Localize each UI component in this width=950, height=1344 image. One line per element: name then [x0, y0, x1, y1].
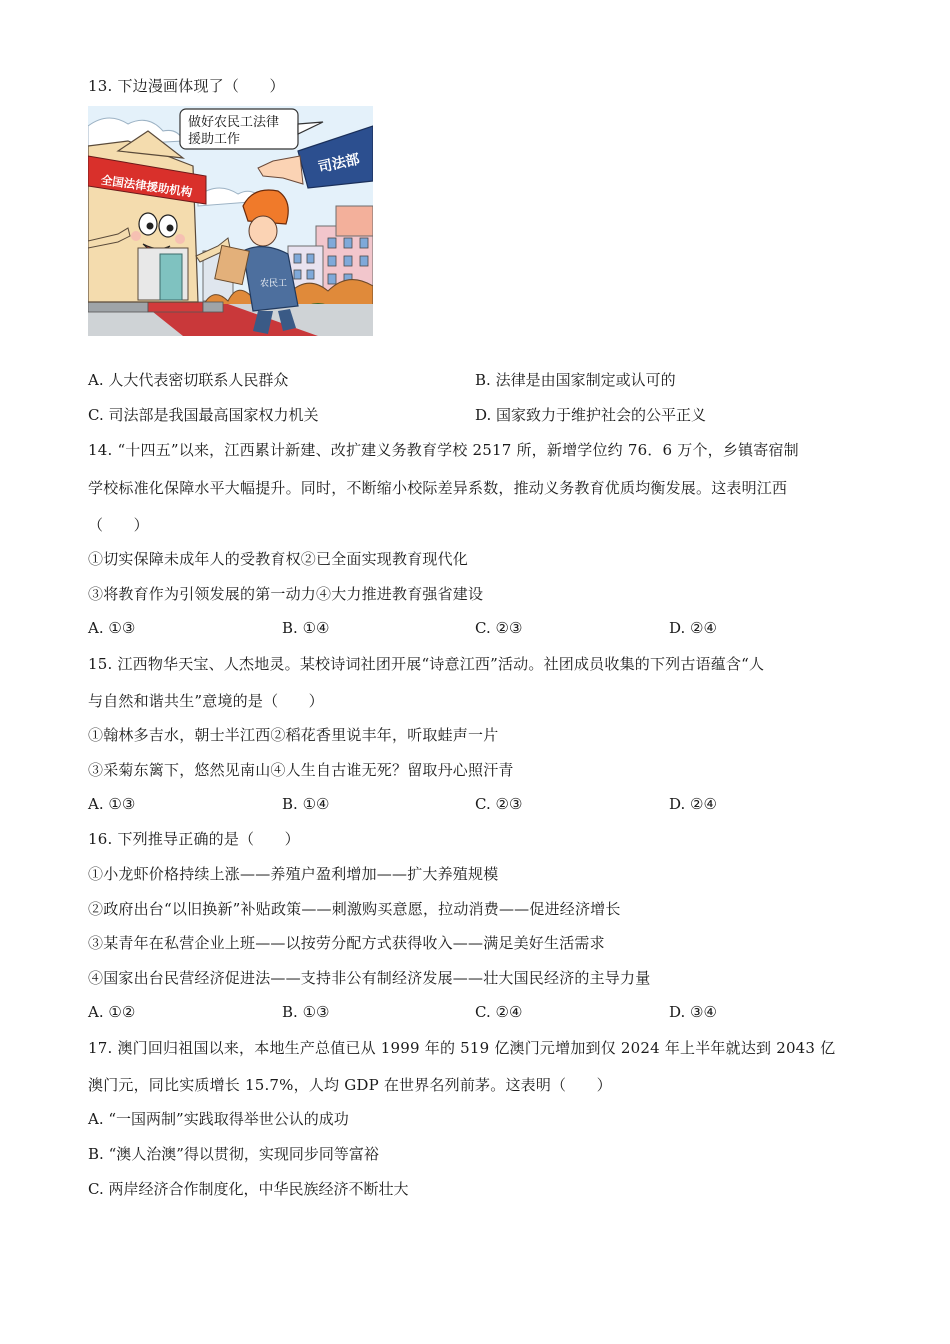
- option-label: C.: [88, 406, 104, 424]
- question-text: 澳门回归祖国以来，本地生产总值已从 1999 年的 519 亿澳门元增加到仅 2024 年上半年就达到 2043 亿: [117, 1039, 836, 1057]
- question-14-stem-line-1: [88, 440, 799, 460]
- q14-option-c[interactable]: [475, 618, 522, 638]
- option-text: ①③: [108, 619, 136, 637]
- question-number: 16.: [88, 830, 113, 848]
- option-label: C.: [475, 795, 491, 813]
- option-text: ②④: [690, 795, 717, 813]
- sleeve-label: 司法部: [316, 151, 362, 176]
- option-label: A.: [88, 1110, 104, 1128]
- question-17-stem-line-1: [88, 1038, 835, 1058]
- option-text: ②③: [495, 795, 523, 813]
- question-15-stem-line-1: [88, 654, 764, 674]
- option-text: 国家致力于维护社会的公平正义: [496, 406, 707, 424]
- option-label: A.: [88, 795, 104, 813]
- question-number: 15.: [88, 655, 113, 673]
- option-label: C.: [475, 619, 491, 637]
- option-text: 两岸经济合作制度化，中华民族经济不断壮大: [108, 1180, 409, 1198]
- option-label: D.: [669, 619, 686, 637]
- question-text: 下边漫画体现了（ ）: [117, 77, 285, 95]
- option-text: ③④: [690, 1003, 717, 1021]
- q14-option-d[interactable]: [669, 618, 717, 638]
- question-number: 14.: [88, 441, 113, 459]
- option-text: “一国两制”实践取得举世公认的成功: [108, 1110, 349, 1128]
- question-text: 江西物华天宝、人杰地灵。某校诗词社团开展“诗意江西”活动。社团成员收集的下列古语蕴含“人: [117, 655, 765, 673]
- option-label: C.: [88, 1180, 104, 1198]
- q17-option-a[interactable]: [88, 1109, 349, 1129]
- option-label: B.: [282, 619, 298, 637]
- q15-option-a[interactable]: [88, 794, 135, 814]
- speech-bubble-line-1: 做好农民工法律: [188, 115, 280, 130]
- option-label: B.: [475, 371, 491, 389]
- q16-option-d[interactable]: [669, 1002, 717, 1022]
- option-label: A.: [88, 371, 104, 389]
- option-text: 司法部是我国最高国家权力机关: [108, 406, 319, 424]
- question-17-stem-line-2: 澳门元，同比实质增长 15.7%，人均 GDP 在世界名列前茅。这表明（ ）: [88, 1076, 612, 1094]
- option-text: ①③: [108, 795, 136, 813]
- option-text: ①②: [108, 1003, 136, 1021]
- option-label: D.: [669, 795, 686, 813]
- option-label: D.: [669, 1003, 686, 1021]
- question-number: 17.: [88, 1039, 113, 1057]
- q15-statement-2: ③采菊东篱下，悠然见南山④人生自古谁无死？留取丹心照汗青: [88, 761, 514, 779]
- speech-bubble-line-2: 援助工作: [188, 132, 241, 147]
- q14-statement-2: ③将教育作为引领发展的第一动力④大力推进教育强省建设: [88, 585, 484, 603]
- question-text: “十四五”以来，江西累计新建、改扩建义务教育学校 2517 所，新增学位约 76．6 万个，乡镇寄宿制: [117, 441, 799, 459]
- q16-option-a[interactable]: [88, 1002, 135, 1022]
- option-label: B.: [282, 1003, 298, 1021]
- q16-option-c[interactable]: [475, 1002, 522, 1022]
- q15-option-c[interactable]: [475, 794, 522, 814]
- option-label: D.: [475, 406, 492, 424]
- option-text: ②④: [690, 619, 717, 637]
- question-text: 下列推导正确的是（ ）: [117, 830, 300, 848]
- option-text: ②③: [495, 619, 523, 637]
- q16-statement-1: ①小龙虾价格持续上涨——养殖户盈利增加——扩大养殖规模: [88, 865, 499, 883]
- q16-option-b[interactable]: [282, 1002, 329, 1022]
- q15-option-b[interactable]: [282, 794, 329, 814]
- question-15-stem-line-2: 与自然和谐共生”意境的是（ ）: [88, 692, 324, 710]
- option-label: A.: [88, 1003, 104, 1021]
- q14-option-b[interactable]: [282, 618, 329, 638]
- option-label: A.: [88, 619, 104, 637]
- q15-option-d[interactable]: [669, 794, 717, 814]
- q15-statement-1: ①翰林多吉水，朝士半江西②稻花香里说丰年，听取蛙声一片: [88, 726, 499, 744]
- question-14-stem-line-3: （ ）: [88, 516, 149, 534]
- q16-statement-3: ③某青年在私营企业上班——以按劳分配方式获得收入——满足美好生活需求: [88, 934, 605, 952]
- question-number: 13.: [88, 77, 113, 95]
- question-13-stem: [88, 76, 285, 96]
- q13-option-b[interactable]: [475, 370, 676, 390]
- option-text: 人大代表密切联系人民群众: [108, 371, 289, 389]
- option-text: ②④: [495, 1003, 523, 1021]
- q17-option-c[interactable]: [88, 1179, 409, 1199]
- option-text: 法律是由国家制定或认可的: [495, 371, 676, 389]
- option-label: C.: [475, 1003, 491, 1021]
- option-text: “澳人治澳”得以贯彻，实现同步同等富裕: [108, 1145, 379, 1163]
- q16-statement-4: ④国家出台民营经济促进法——支持非公有制经济发展——壮大国民经济的主导力量: [88, 969, 651, 987]
- q17-option-b[interactable]: [88, 1144, 379, 1164]
- option-label: B.: [88, 1145, 104, 1163]
- question-16-stem: [88, 829, 300, 849]
- option-text: ①④: [302, 795, 330, 813]
- worker-label: 农民工: [260, 279, 288, 289]
- option-text: ①④: [302, 619, 330, 637]
- q16-statement-2: ②政府出台“以旧换新”补贴政策——刺激购买意愿，拉动消费——促进经济增长: [88, 900, 621, 918]
- q14-option-a[interactable]: [88, 618, 135, 638]
- option-text: ①③: [302, 1003, 330, 1021]
- question-14-stem-line-2: 学校标准化保障水平大幅提升。同时，不断缩小校际差异系数，推动义务教育优质均衡发展。这表明江西: [88, 479, 788, 497]
- legal-aid-cartoon: [88, 106, 373, 336]
- q14-statement-1: ①切实保障未成年人的受教育权②已全面实现教育现代化: [88, 550, 469, 568]
- q13-option-a[interactable]: [88, 370, 288, 390]
- sign-text: 全国法律援助机构: [100, 172, 194, 200]
- q13-option-c[interactable]: [88, 405, 319, 425]
- q13-option-d[interactable]: [475, 405, 706, 425]
- option-label: B.: [282, 795, 298, 813]
